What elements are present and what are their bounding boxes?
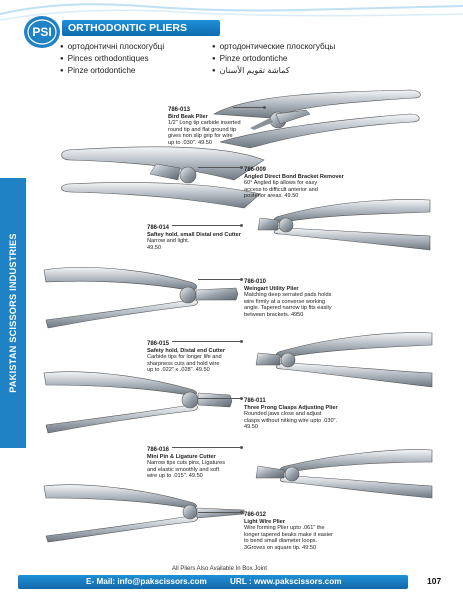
product-desc-line: Narrow tips cuts pins, Ligatures	[147, 460, 226, 467]
product-desc-line: wire firmly at a converse working	[244, 298, 326, 305]
product-desc-line: 3Groves on square tip. 49.50	[244, 544, 317, 551]
product-desc-line: to bend small diameter loops.	[244, 538, 318, 545]
psi-logo	[22, 14, 62, 50]
product-desc-line: 49.50	[147, 244, 161, 251]
product-desc-line: 49.50	[244, 424, 258, 431]
product-desc-line: access to difficult anterior and	[244, 186, 318, 193]
product-caption-786-009	[244, 167, 369, 200]
product-desc-line: angle. Tapered narrow tip fits easily	[244, 305, 332, 312]
footer-email[interactable]: E- Mail: info@pakscissors.com	[86, 577, 207, 586]
page-number: 107	[427, 576, 442, 586]
footer-url[interactable]: URL : www.pakscissors.com	[230, 577, 342, 586]
product-desc-line: posterior areas. 49.50	[244, 193, 299, 200]
language-item: ● Pinces orthodontiques	[60, 53, 164, 65]
plier-image-786-015	[232, 325, 437, 395]
product-caption-786-011	[244, 398, 369, 431]
product-desc-line: between brackets. 4950	[244, 311, 304, 318]
product-desc-line: 1/2" Long tip carbide inserted	[168, 120, 241, 127]
product-name: Angled Direct Bond Bracket Remover	[244, 173, 344, 180]
language-item: ● Pinze ortodontiche	[212, 53, 335, 65]
product-desc-line: Narrow and light.	[147, 238, 190, 245]
language-item: ● كماشة تقويم الأسنان	[212, 65, 335, 77]
caption-leader	[172, 447, 242, 448]
product-code: 786-009	[244, 167, 267, 173]
product-code: 786-011	[244, 398, 266, 404]
product-desc-line: sharpness cuts and hold wire	[147, 360, 220, 367]
product-desc-line: gives non slip grip for wire	[168, 133, 233, 140]
product-name: Three Prong Clasps Adjusting Plier	[244, 404, 338, 411]
product-code: 786-015	[147, 341, 170, 347]
caption-leader	[198, 279, 242, 280]
product-name: Saftey hold, small Distal end Cutter	[147, 231, 241, 238]
caption-leader	[198, 398, 242, 399]
language-item: ● ортодонтические плоскогубцы	[212, 41, 335, 53]
product-desc-line: 60° Angled tip allows for easy	[244, 180, 318, 187]
logo-text: PSI	[32, 25, 52, 39]
product-code: 786-013	[168, 107, 191, 113]
product-desc-line: round tip and flat ground tip	[168, 126, 237, 133]
plier-image-786-010	[40, 258, 250, 330]
product-caption-786-012	[244, 512, 369, 552]
product-desc-line: longer tapered beaks make it easier	[244, 531, 333, 538]
product-desc-line: up to .030". 49.50	[168, 139, 212, 146]
product-code: 786-014	[147, 225, 170, 231]
footnote: All Pliers Also Available In Box Joint	[172, 566, 267, 572]
caption-leader	[198, 167, 242, 168]
page-title: ORTHODONTIC PLIERS	[62, 20, 220, 36]
product-desc-line: Rounded jaws close and adjust	[244, 411, 322, 418]
product-name: Mini Pin & Ligature Cutter	[147, 453, 216, 460]
product-desc-line: and elastic smoothly and soft	[147, 466, 220, 473]
caption-leader	[198, 512, 242, 513]
language-list-left	[60, 41, 164, 77]
product-name: Light Wire Plier	[244, 518, 285, 525]
caption-leader	[233, 107, 265, 108]
plier-image-786-016	[236, 442, 436, 506]
footer-bar	[18, 575, 408, 589]
product-code: 786-012	[244, 512, 267, 518]
product-code: 786-010	[244, 279, 267, 285]
product-desc-line: clasps without nitking wire upto .030".	[244, 417, 338, 424]
caption-leader	[172, 341, 242, 342]
product-desc-line: up to .022" x .028". 49.50	[147, 367, 210, 374]
product-code: 786-016	[147, 447, 170, 453]
language-item: ● ортодонтичні плоскогубці	[60, 41, 164, 53]
side-banner-label: PAKISTAN SCISSORS INDUSTRIES	[8, 233, 18, 393]
product-name: Weingart Utility Plier	[244, 285, 299, 292]
product-caption-786-015	[147, 341, 257, 374]
language-item: ● Pinze ortodontiche	[60, 65, 164, 77]
product-caption-786-016	[147, 447, 257, 480]
product-desc-line: wire up to .015". 49.50	[147, 473, 203, 480]
plier-image-786-014	[230, 190, 435, 260]
plier-image-786-012	[40, 478, 250, 544]
product-desc-line: Matching deep serrated pads holds	[244, 292, 332, 299]
language-list-right	[212, 41, 335, 77]
product-caption-786-010	[244, 279, 369, 319]
product-name: Bird Beak Plier	[168, 113, 208, 120]
product-caption-786-014	[147, 225, 257, 251]
product-name: Safety hold, Distal end Cutter	[147, 347, 226, 354]
product-desc-line: Wire forming Plier upto .061" the	[244, 525, 325, 532]
caption-leader	[172, 225, 242, 226]
product-desc-line: Carbide tips for longer life and	[147, 354, 222, 361]
product-caption-786-013	[168, 107, 268, 147]
